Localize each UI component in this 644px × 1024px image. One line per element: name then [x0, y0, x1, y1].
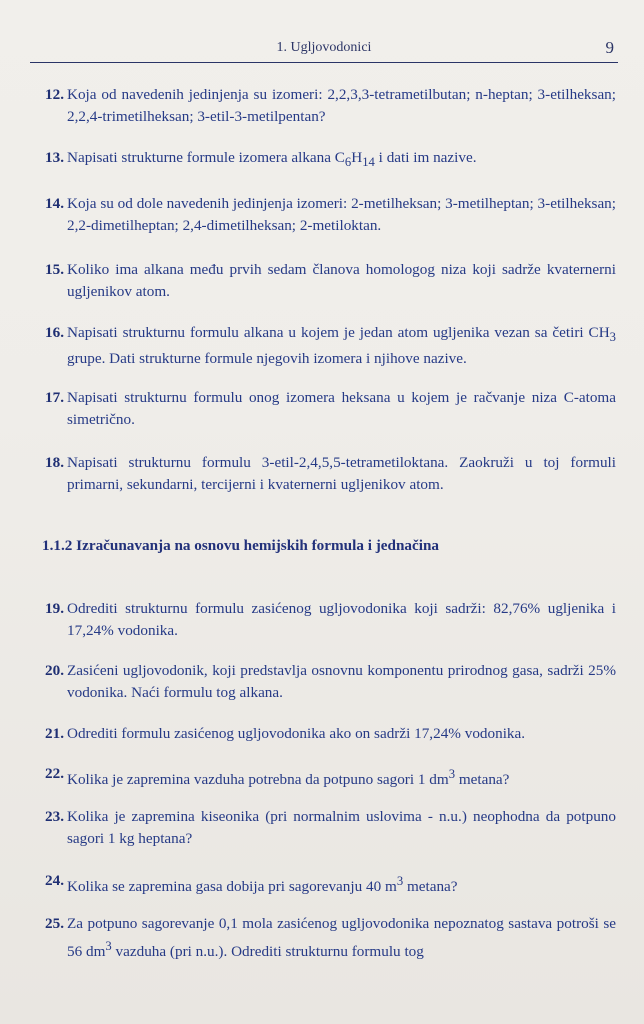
- problem-text: Za potpuno sagorevanje 0,1 mola zasićenog ugljovodonika nepoznatog sastava potroši se 56 $dm^3$ vazduha (pri n.u.). Odrediti strukturnu formulu tog: [67, 915, 616, 961]
- problem-text: Napisati strukturne formule izomera alkana $C_6H_{14}$ i dati im nazive.: [67, 149, 477, 170]
- problem-15: [30, 259, 616, 303]
- problem-12: [30, 84, 616, 128]
- problem-17: [30, 387, 616, 431]
- problem-14: [30, 193, 616, 237]
- problem-text: Koja su od dole navedenih jedinjenja izomeri: 2-metilheksan; 3-metilheptan; 3-etilheksan; 2,2-dimetilheptan; 2,4-dimetilheksan; 2-metiloktan.: [67, 195, 616, 234]
- problem-23: [30, 806, 616, 850]
- problem-24: [30, 870, 616, 898]
- problem-text: Odrediti formulu zasićenog ugljovodonika ako on sadrži 17,24% vodonika.: [67, 725, 526, 742]
- problem-text: Kolika je zapremina kiseonika (pri normalnim uslovima - n.u.) neophodna da potpuno sagori 1 kg heptana?: [67, 808, 616, 847]
- problem-number: 14.: [45, 195, 64, 212]
- problem-25: [30, 913, 616, 963]
- page-number: 9: [605, 38, 614, 57]
- problem-13: [30, 147, 616, 173]
- problem-text: Kolika je zapremina vazduha potrebna da potpuno sagori 1 $dm^3$ metana?: [67, 767, 510, 789]
- problem-number: 19.: [45, 600, 64, 617]
- problem-number: 13.: [45, 149, 64, 166]
- running-header: [30, 38, 618, 63]
- problem-19: [30, 598, 616, 642]
- problem-text: Kolika se zapremina gasa dobija pri sagorevanju 40 $m^3$ metana?: [67, 874, 458, 896]
- problem-text: Koja od navedenih jedinjenja su izomeri: 2,2,3,3-tetrametilbutan; n-heptan; 3-etilheksan; 2,2,4-trimetilheksan; 3-etil-3-metilpentan?: [67, 86, 616, 125]
- problem-22: [30, 763, 616, 791]
- problem-text: Napisati strukturnu formulu onog izomera heksana u kojem je račvanje niza C-atoma simetrično.: [67, 389, 616, 428]
- problem-number: 15.: [45, 261, 64, 278]
- problem-text: Koliko ima alkana među prvih sedam članova homologog niza koji sadrže kvaternerni ugljenikov atom.: [67, 261, 616, 300]
- section-heading: 1.1.2 Izračunavanja na osnovu hemijskih formula i jednačina: [42, 537, 440, 554]
- problem-number: 21.: [45, 725, 64, 742]
- problem-text: Napisati strukturnu formulu alkana u kojem je jedan atom ugljenika vezan sa četiri $CH_3$ grupe. Dati strukturne formule njegovih izomera i njihove nazive.: [67, 324, 616, 368]
- problem-18: [30, 452, 616, 496]
- problem-number: 16.: [45, 324, 64, 341]
- problem-number: 24.: [45, 872, 64, 889]
- problem-text: Odrediti strukturnu formulu zasićenog ugljovodonika koji sadrži: 82,76% ugljenika i 17,24% vodonika.: [67, 600, 616, 639]
- problem-21: [30, 723, 616, 745]
- problem-20: [30, 660, 616, 704]
- problem-number: 22.: [45, 765, 64, 782]
- problem-number: 23.: [45, 808, 64, 825]
- chapter-title: 1. Ugljovodonici: [276, 40, 372, 55]
- problem-number: 18.: [45, 454, 64, 471]
- problem-text: Napisati strukturnu formulu 3-etil-2,4,5,5-tetrametiloktana. Zaokruži u toj formuli primarni, sekundarni, tercijerni i kvaternerni ugljenikov atom.: [67, 454, 616, 493]
- problem-16: [30, 322, 616, 370]
- problem-number: 25.: [45, 915, 64, 932]
- problem-number: 20.: [45, 662, 64, 679]
- problem-number: 17.: [45, 389, 64, 406]
- problem-text: Zasićeni ugljovodonik, koji predstavlja osnovnu komponentu prirodnog gasa, sadrži 25% vodonika. Naći formulu tog alkana.: [67, 662, 616, 701]
- problem-number: 12.: [45, 86, 64, 103]
